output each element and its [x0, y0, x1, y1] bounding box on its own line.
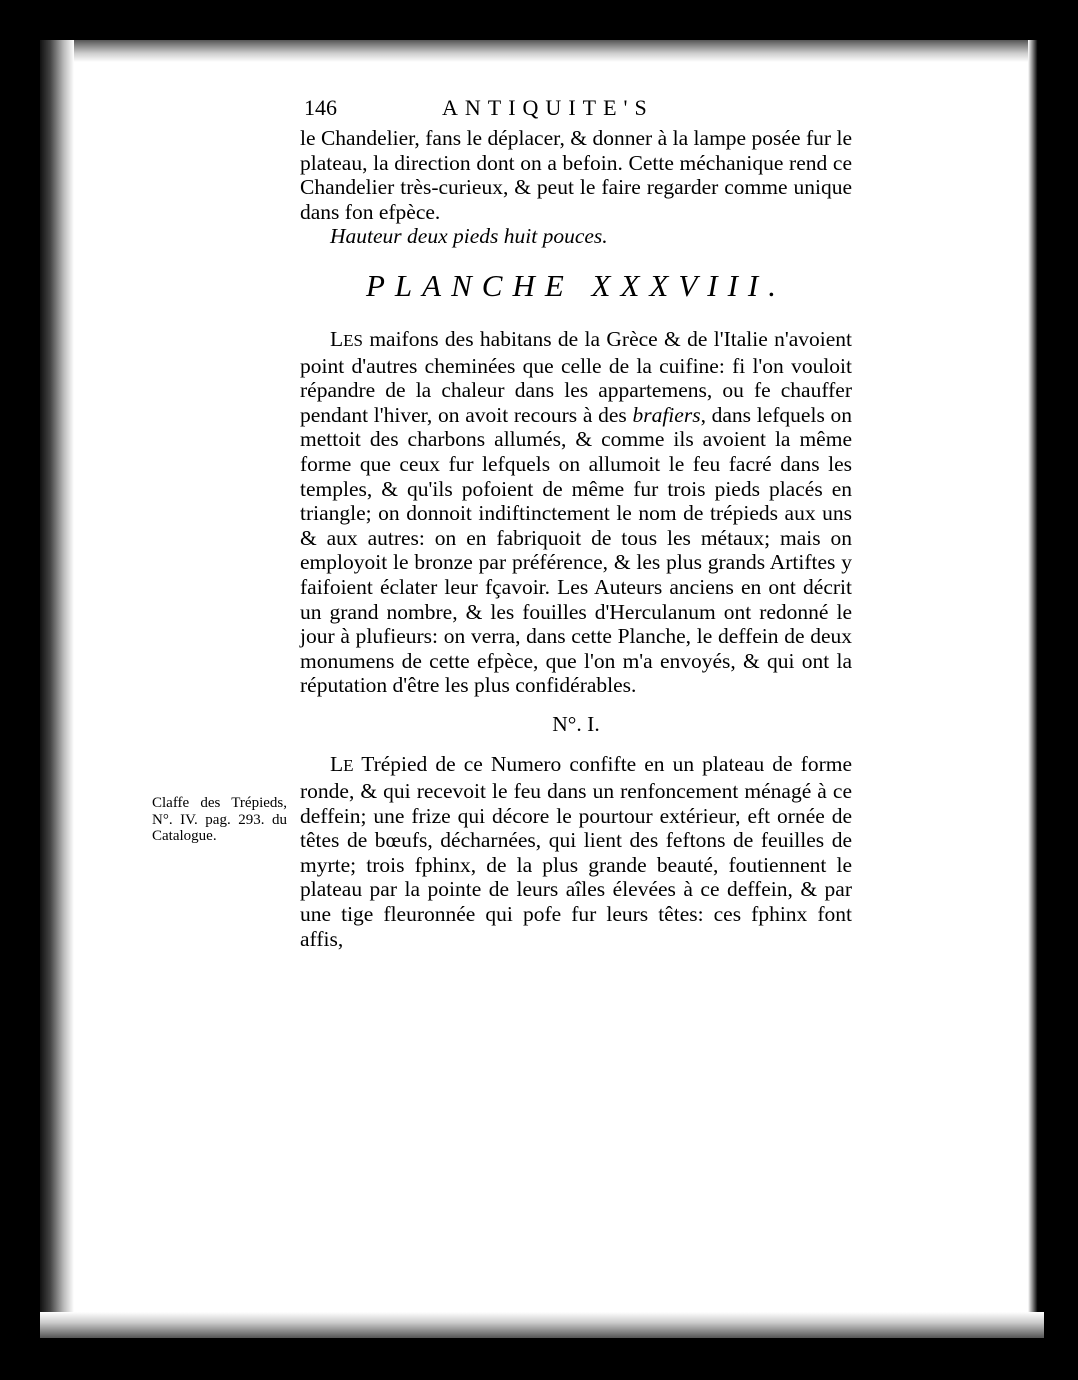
scan-edge-bottom	[40, 1312, 1044, 1338]
paragraph-text: maifons des habitans de la Grèce & de l'Italie n'avoient point d'autres cheminées que celle de la cuifine: fi l'on vouloit répandre de la chaleur dans les appartemens, ou fe chauffer pendant l'hiver, on avoit recours à des	[300, 326, 852, 427]
scan-edge-right	[1028, 40, 1044, 1338]
plate-paragraph	[300, 327, 852, 698]
dimension-line: Hauteur deux pieds huit pouces.	[330, 224, 608, 249]
paragraph-text: Trépied de ce Numero confifte en un plateau de forme ronde, & qui recevoit le feu dans un renfoncement ménagé à ce deffein; une frize qui décore le pourtour extérieur, eft ornée de têtes de bœufs, décharnées, qui lient des feftons de feuilles de myrte; trois fphinx, de la plus grande beauté, foutiennent le plateau par la pointe de leurs aîles élevées à ce deffein, & par une tige fleuronnée qui pofe fur leurs têtes: ces fphinx font affis,	[300, 752, 852, 951]
scan-edge-top	[40, 40, 1044, 62]
main-text-column	[300, 96, 852, 951]
page-header	[300, 96, 852, 126]
intro-paragraph: le Chandelier, fans le déplacer, & donner à la lampe posée fur le plateau, la direction dont on a befoin. Cette méchanique rend ce Chandelier très-curieux, & peut le faire regarder comme unique dans fon efpèce.	[300, 126, 852, 224]
running-title: ANTIQUITE'S	[442, 95, 654, 120]
page-number: 146	[304, 95, 337, 120]
section-number-title: N°. I.	[552, 711, 600, 736]
plate-title: PLANCHE XXXVIII.	[365, 267, 786, 303]
drop-initial: L	[330, 326, 344, 351]
italic-term: brafiers	[632, 402, 701, 427]
page-body	[300, 126, 852, 951]
margin-note: Claffe des Trépieds, N°. IV. pag. 293. du Catalogue.	[152, 795, 287, 844]
section-paragraph	[300, 752, 852, 951]
drop-initial: L	[330, 752, 344, 777]
small-caps: ES	[343, 330, 363, 350]
paragraph-text-continued: , dans lefquels on mettoit des charbons allumés, & comme ils avoient la même forme que ceux fur lefquels on allumoit le feu facré dans les temples, & qu'ils pofoient de même fur trois pieds placés en triangle; on donnoit indiftinctement le nom de trépieds aux uns & aux autres: on en fabriquoit de tous les métaux; mais on employoit le bronze par préférence, & les plus grands Artiftes y faifoient éclater leur fçavoir. Les Auteurs anciens en ont décrit un grand nombre, & les fouilles d'Herculanum ont redonné le jour à plufieurs: on verra, dans cette Planche, le deffein de deux monumens de cette efpèce, que l'on m'a envoyés, & qui ont la réputation d'être les plus confidérables.	[300, 402, 853, 698]
scan-edge-left	[40, 40, 74, 1338]
small-caps: E	[343, 756, 354, 776]
